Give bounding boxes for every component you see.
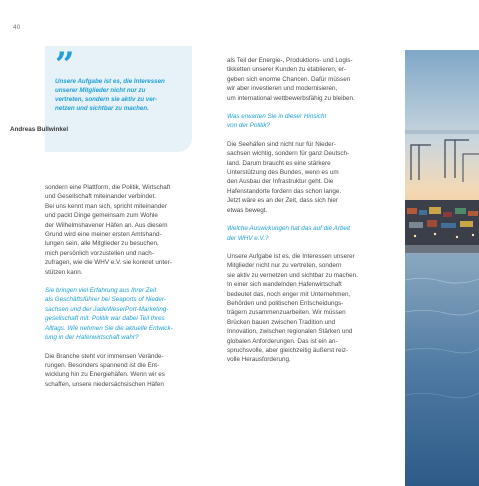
text-line: trägern zusammenzuarbeiten. Wir müssen bbox=[227, 309, 346, 317]
text-line: gesellschaft mit. Politik war dabei Teil Ihres bbox=[45, 315, 165, 323]
paragraph bbox=[227, 252, 377, 365]
text-line: von der Politik? bbox=[227, 122, 271, 130]
text-line: tikketten unserer Kunden zu etablieren, er- bbox=[227, 66, 347, 74]
paragraph bbox=[227, 56, 377, 103]
text-line: der Wilhelmshavener Häfen an. Aus diesem bbox=[45, 221, 168, 229]
text-line: sie aktiv zu vernetzen und sichtbar zu machen. bbox=[227, 271, 358, 279]
interview-question bbox=[45, 286, 193, 342]
interview-question bbox=[227, 224, 377, 243]
text-line: Hafenstandorte fordern das schon lange. bbox=[227, 187, 342, 195]
text-line: Unsere Aufgabe ist es, die Interessen unserer bbox=[227, 252, 355, 260]
quote-line: vertreten, sondern sie aktiv zu ver- bbox=[55, 96, 158, 103]
quote-author: Andreas Bullwinkel bbox=[10, 126, 69, 133]
text-line: lung in der Hafenwirtschaft wahr? bbox=[45, 334, 139, 342]
paragraph bbox=[45, 183, 193, 277]
text-line: Unterstützung des Bundes, wenn es um bbox=[227, 169, 339, 177]
text-line: sachsen wichtig, sondern für ganz Deutsch- bbox=[227, 150, 350, 158]
interview-question bbox=[227, 112, 377, 131]
text-line: sachsen und der JadeWeserPort-Marketing- bbox=[45, 305, 169, 313]
text-line: Welche Auswirkungen hat das auf die Arbeit bbox=[227, 225, 350, 233]
quote-mark-icon: ” bbox=[55, 45, 75, 85]
text-line: wir aber investieren und modernisieren, bbox=[227, 85, 338, 93]
text-line: Grund wird eine meiner ersten Amtshand- bbox=[45, 231, 162, 239]
text-line: Die Branche steht vor immensen Verände- bbox=[45, 352, 164, 360]
quote-line: unserer Mitglieder nicht nur zu bbox=[55, 87, 146, 94]
pull-quote-box bbox=[45, 46, 192, 152]
text-line: schaffen, unsere niedersächsischen Häfen bbox=[45, 380, 164, 388]
text-line: und Gesellschaft miteinander verbindet. bbox=[45, 193, 156, 201]
quote-line: Unsere Aufgabe ist es, die Interessen bbox=[55, 78, 165, 85]
text-line: wicklung hin zu Energiehäfen. Wenn wir es bbox=[45, 371, 165, 379]
text-line: sondern eine Plattform, die Politik, Wirtschaft bbox=[45, 184, 171, 191]
text-line: mich persönlich vorzustellen und nach- bbox=[45, 249, 154, 257]
text-line: der WHV e.V.? bbox=[227, 234, 269, 242]
text-line: Mitglieder nicht nur zu vertreten, sondern bbox=[227, 262, 342, 270]
middle-column bbox=[227, 56, 377, 365]
text-line: Was erwarten Sie in dieser Hinsicht bbox=[227, 113, 327, 121]
harbor-photo-illustration bbox=[405, 50, 479, 486]
text-line: um international wettbewerbsfähig zu bleiben. bbox=[227, 94, 355, 102]
text-line: zufragen, wie die WHV e.V. sie konkret unter- bbox=[45, 259, 172, 267]
text-line: geben sich enorme Chancen. Dafür müssen bbox=[227, 75, 351, 83]
text-line: als Teil der Energie-, Produktions- und Logis- bbox=[227, 57, 353, 64]
harbor-photo bbox=[405, 50, 479, 486]
text-line: etwas bewegt. bbox=[227, 206, 268, 214]
left-column bbox=[45, 183, 193, 389]
text-line: spruchsvolle, aber gleichzeitig äußerst reiz- bbox=[227, 346, 349, 354]
text-line: Die Seehäfen sind nicht nur für Nieder- bbox=[227, 140, 336, 148]
pull-quote-text bbox=[55, 77, 183, 113]
text-line: Sie bringen viel Erfahrung aus Ihrer Zeit bbox=[45, 287, 157, 295]
text-line: als Geschäftsführer bei Seaports of Nieder- bbox=[45, 296, 166, 304]
paragraph bbox=[227, 140, 377, 215]
text-line: rungen. Besonders spannend ist die Ent- bbox=[45, 361, 160, 369]
text-line: Brücken bauen zwischen Tradition und bbox=[227, 318, 336, 326]
page-number: 40 bbox=[13, 24, 21, 31]
text-line: den Ausbau der Infrastruktur geht. Die bbox=[227, 178, 334, 186]
text-line: und packt Dinge gemeinsam zum Wohle bbox=[45, 212, 158, 220]
text-line: land. Darum braucht es eine stärkere bbox=[227, 159, 331, 167]
text-line: Jetzt wäre es an der Zeit, dass sich hier bbox=[227, 197, 338, 205]
text-line: Bei uns kennt man sich, spricht miteinander bbox=[45, 202, 167, 210]
text-line: stützen kann. bbox=[45, 268, 83, 276]
text-line: globalen Anforderungen. Das ist ein an- bbox=[227, 337, 338, 345]
quote-line: netzen und sichtbar zu machen. bbox=[55, 105, 149, 112]
text-line: Innovation, zwischen regionalen Stärken und bbox=[227, 328, 353, 336]
text-line: In einer sich wandelnden Hafenwirtschaft bbox=[227, 281, 342, 289]
paragraph bbox=[45, 352, 193, 390]
text-line: bedeutet das, noch enger mit Unternehmen, bbox=[227, 290, 351, 298]
text-line: Behörden und politischen Entscheidungs- bbox=[227, 299, 344, 307]
text-line: Alltags. Wie nehmen Sie die aktuelle Entwick- bbox=[45, 324, 173, 332]
text-line: volle Herausforderung. bbox=[227, 356, 291, 364]
text-line: lungen sein, alle Mitglieder zu besuchen, bbox=[45, 240, 159, 248]
